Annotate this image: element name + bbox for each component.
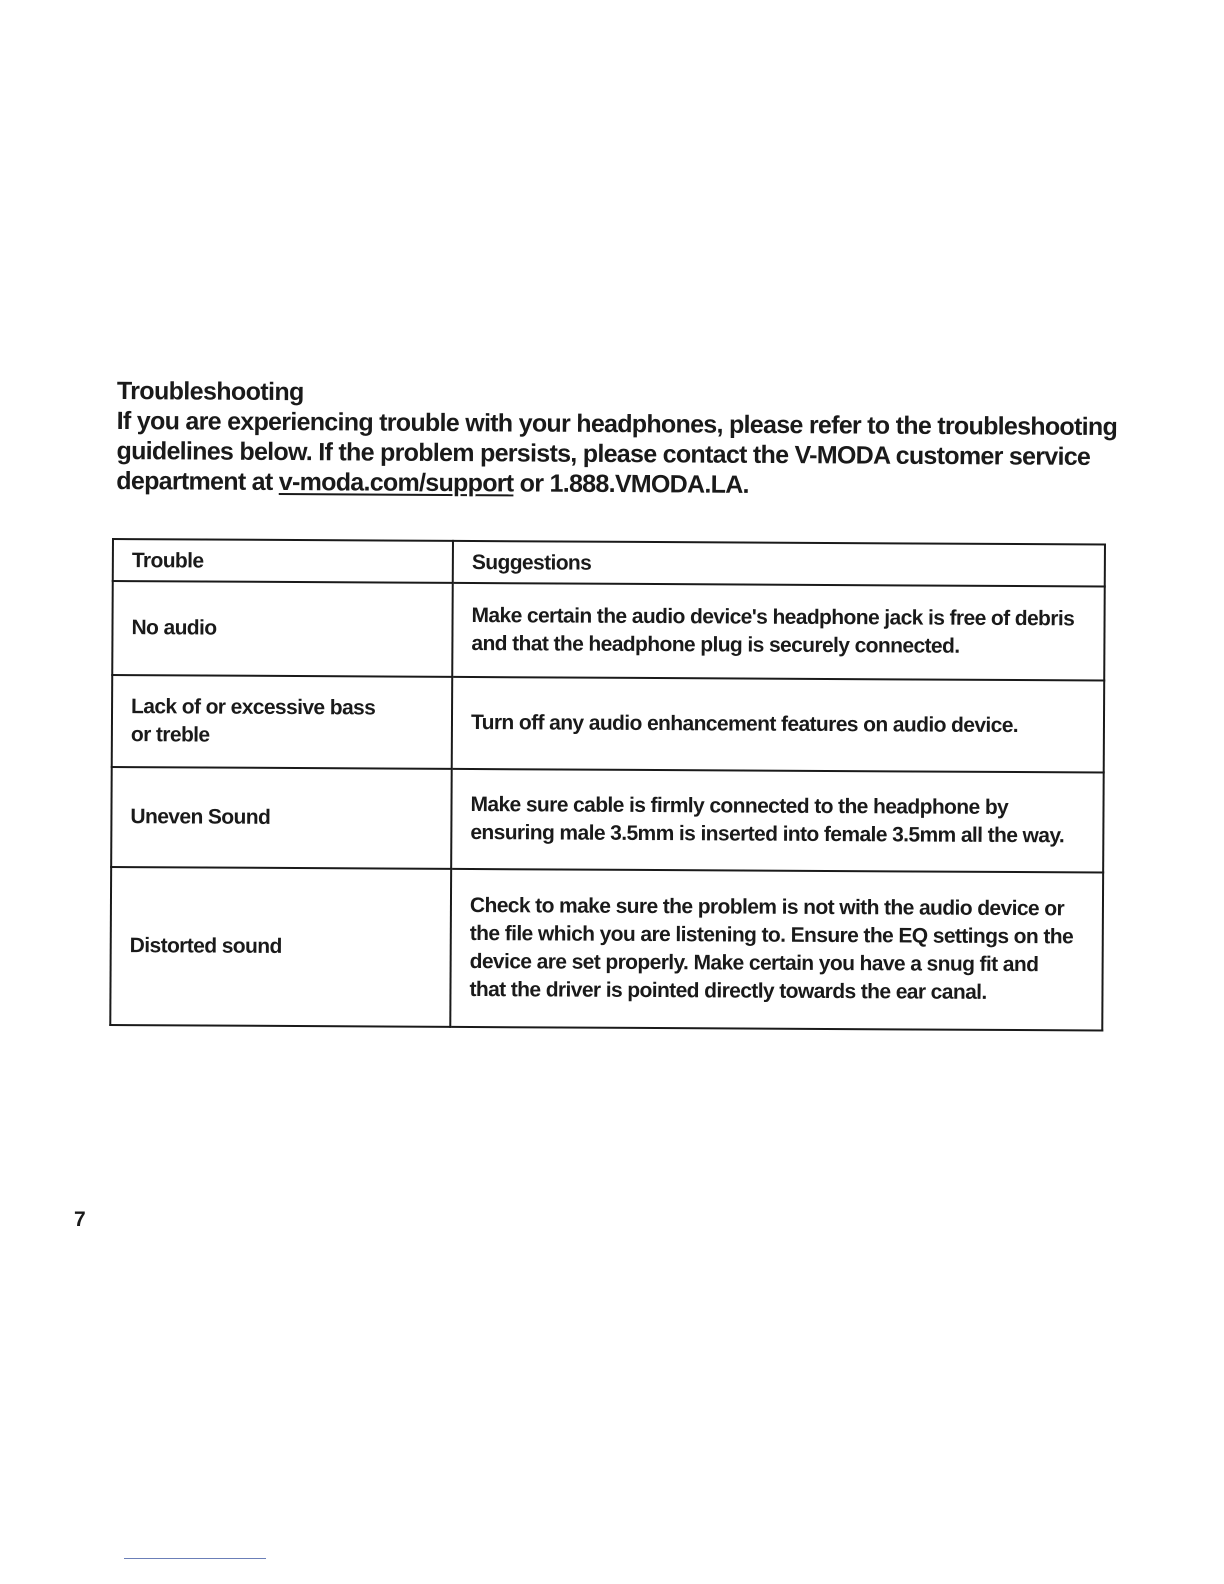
intro-line: guidelines below. If the problem persists, please contact the V-MODA customer service [116, 436, 1091, 471]
support-link[interactable]: v-moda.com/support [278, 467, 514, 498]
suggestion-text: and that the headphone plug is securely connected. [471, 632, 960, 658]
suggestion-text: Make certain the audio device's headphone jack is free of debris [471, 604, 1075, 631]
intro-line-suffix: or 1.888.VMODA.LA. [513, 469, 749, 499]
table-row [111, 767, 1104, 873]
section-title: Troubleshooting [116, 376, 304, 407]
trouble-cell [110, 867, 451, 1027]
trouble-cell [111, 767, 452, 869]
intro-line [116, 466, 1076, 502]
trouble-text: Distorted sound [129, 934, 282, 958]
suggestion-cell [450, 869, 1103, 1031]
suggestion-text: Turn off any audio enhancement features on audio device. [470, 711, 1019, 738]
suggestion-text: the file which you are listening to. Ensure the EQ settings on the [469, 922, 1074, 949]
intro-paragraph [116, 406, 1118, 502]
suggestion-cell [452, 677, 1105, 773]
suggestion-text: Make sure cable is firmly connected to the headphone by [470, 793, 1009, 820]
trouble-text: Uneven Sound [130, 805, 271, 829]
trouble-text: Lack of or excessive bass [130, 695, 376, 720]
table-row [112, 581, 1105, 681]
intro-line: If you are experiencing trouble with your headphones, please refer to the troubleshooting [116, 406, 1118, 442]
intro-line-prefix: department at [116, 466, 279, 496]
header-suggestions: Suggestions [453, 541, 1105, 587]
page-number: 7 [74, 1208, 86, 1231]
table-row [112, 675, 1104, 773]
troubleshooting-header [116, 376, 1118, 502]
header-trouble: Trouble [113, 539, 453, 583]
trouble-text: No audio [131, 616, 217, 640]
suggestion-text: that the driver is pointed directly towards the ear canal. [469, 978, 987, 1004]
suggestion-text: Check to make sure the problem is not with the audio device or [469, 894, 1065, 921]
table-row [110, 867, 1103, 1031]
trouble-cell [112, 581, 453, 677]
suggestion-text: ensuring male 3.5mm is inserted into female 3.5mm all the way. [470, 821, 1065, 848]
suggestion-cell [452, 583, 1105, 681]
trouble-text: or treble [130, 723, 210, 747]
troubleshooting-table [109, 538, 1106, 1032]
table-header-row [113, 539, 1105, 587]
footer-divider [124, 1558, 266, 1559]
suggestion-cell [451, 769, 1104, 873]
trouble-cell [112, 675, 453, 769]
suggestion-text: device are set properly. Make certain you have a snug fit and [469, 950, 1039, 977]
